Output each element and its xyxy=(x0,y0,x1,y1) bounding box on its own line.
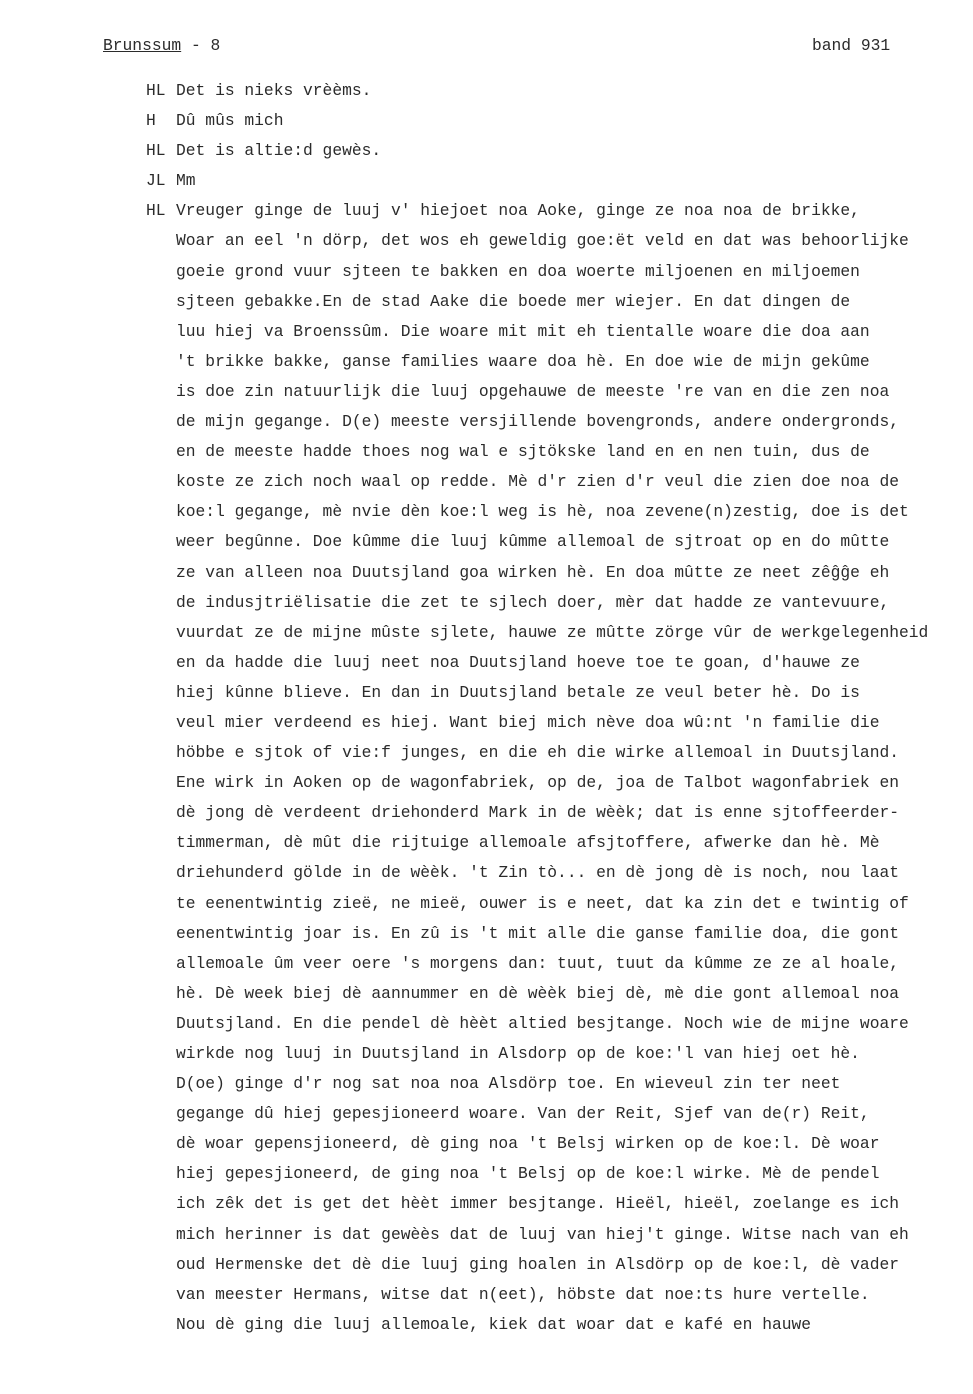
line-text: Ene wirk in Aoken op de wagonfabriek, op de, joa de Talbot wagonfabriek en xyxy=(176,773,900,793)
header-band-number: band 931 xyxy=(812,36,891,55)
transcript-line xyxy=(0,678,973,708)
line-text: van meester Hermans, witse dat n(eet), höbste dat noe:ts hure vertelle. xyxy=(176,1284,870,1304)
transcript-line xyxy=(0,1310,973,1340)
speaker-label: H xyxy=(146,111,156,131)
line-text: hè. Dè week biej dè aannummer en dè wèèk biej dè, mè die gont allemoal noa xyxy=(176,983,900,1003)
transcript-line xyxy=(0,919,973,949)
transcript-line xyxy=(0,136,973,166)
transcript-line xyxy=(0,467,973,497)
transcript-line xyxy=(0,226,973,256)
line-text: mich herinner is dat gewèès dat de luuj van hiej't ginge. Witse nach van eh xyxy=(176,1224,909,1244)
line-text: te eenentwintig zieë, ne mieë, ouwer is e neet, dat ka zin det e twintig of xyxy=(176,893,909,913)
line-text: luu hiej va Broenssûm. Die woare mit mit eh tientalle woare die doa aan xyxy=(176,321,870,341)
line-text: höbbe e sjtok of vie:f junges, en die eh die wirke allemoal in Duutsjland. xyxy=(176,743,900,763)
transcript-line xyxy=(0,949,973,979)
transcript-line xyxy=(0,1220,973,1250)
line-text: Nou dè ging die luuj allemoale, kiek dat woar dat e kafé en hauwe xyxy=(176,1314,812,1334)
transcript-line xyxy=(0,497,973,527)
line-text: weer begûnne. Doe kûmme die luuj kûmme allemoal de sjtroat op en do mûtte xyxy=(176,532,890,552)
line-text: D(oe) ginge d'r nog sat noa noa Alsdörp toe. En wieveul zin ter neet xyxy=(176,1074,841,1094)
line-text: hiej kûnne blieve. En dan in Duutsjland betale ze veul beter hè. Do is xyxy=(176,682,860,702)
transcript-line xyxy=(0,588,973,618)
line-text: sjteen gebakke.En de stad Aake die boede mer wiejer. En dat dingen de xyxy=(176,291,851,311)
line-text: vuurdat ze de mijne mûste sjlete, hauwe ze mûtte zörge vûr de werkgelegenheid xyxy=(176,622,929,642)
line-text: en de meeste hadde thoes nog wal e sjtökske land en en nen tuin, dus de xyxy=(176,442,870,462)
line-text: Det is altie:d gewès. xyxy=(176,141,382,161)
transcript-line xyxy=(0,1159,973,1189)
line-text: hiej gepesjioneerd, de ging noa 't Belsj op de koe:l wirke. Mè de pendel xyxy=(176,1164,880,1184)
speaker-label: HL xyxy=(146,141,166,161)
line-text: ich zêk det is get det hèèt immer besjtange. Hieël, hieël, zoelange es ich xyxy=(176,1194,900,1214)
transcript-line xyxy=(0,889,973,919)
line-text: goeie grond vuur sjteen te bakken en doa woerte miljoenen en miljoemen xyxy=(176,261,860,281)
transcript-line xyxy=(0,1129,973,1159)
transcript-line xyxy=(0,1280,973,1310)
line-text: Vreuger ginge de luuj v' hiejoet noa Aoke, ginge ze noa noa de brikke, xyxy=(176,201,860,221)
transcript-line xyxy=(0,377,973,407)
transcript-line xyxy=(0,618,973,648)
line-text: gegange dû hiej gepesjioneerd woare. Van der Reit, Sjef van de(r) Reit, xyxy=(176,1104,870,1124)
line-text: Mm xyxy=(176,171,196,191)
line-text: allemoale ûm veer oere 's morgens dan: tuut, tuut da kûmme ze ze al hoale, xyxy=(176,953,900,973)
line-text: Duutsjland. En die pendel dè hèèt altied besjtange. Noch wie de mijne woare xyxy=(176,1013,909,1033)
line-text: driehunderd gölde in de wèèk. 't Zin tò... en dè jong dè is noch, nou laat xyxy=(176,863,900,883)
line-text: oud Hermenske det dè die luuj ging hoalen in Alsdörp op de koe:l, dè vader xyxy=(176,1254,900,1274)
transcript-line xyxy=(0,1099,973,1129)
transcript-line xyxy=(0,558,973,588)
line-text: eenentwintig joar is. En zû is 't mit alle die ganse familie doa, die gont xyxy=(176,923,900,943)
header-page-number: - 8 xyxy=(181,36,221,55)
transcript-line xyxy=(0,708,973,738)
line-text: koste ze zich noch waal op redde. Mè d'r zien d'r veul die zien doe noa de xyxy=(176,472,900,492)
line-text: Det is nieks vrèèms. xyxy=(176,81,372,100)
transcript-line xyxy=(0,828,973,858)
line-text: dè jong dè verdeent driehonderd Mark in de wèèk; dat is enne sjtoffeerder- xyxy=(176,803,900,823)
line-text: veul mier verdeend es hiej. Want biej mich nève doa wû:nt 'n familie die xyxy=(176,712,880,732)
transcript-line xyxy=(0,1069,973,1099)
line-text: de mijn gegange. D(e) meeste versjillende bovengronds, andere ondergronds, xyxy=(176,412,900,432)
transcript-line xyxy=(0,858,973,888)
transcript-line xyxy=(0,76,973,106)
line-text: ze van alleen noa Duutsjland goa wirken hè. En doa mûtte ze neet zêĝĝe eh xyxy=(176,562,890,582)
transcript-line xyxy=(0,738,973,768)
transcript-line xyxy=(0,798,973,828)
transcript-line xyxy=(0,1039,973,1069)
transcript-line xyxy=(0,196,973,226)
transcript-line xyxy=(0,347,973,377)
transcript-line xyxy=(0,1250,973,1280)
line-text: en da hadde die luuj neet noa Duutsjland hoeve toe te goan, d'hauwe ze xyxy=(176,652,860,672)
line-text: koe:l gegange, mè nvie dèn koe:l weg is hè, noa zevene(n)zestig, doe is det xyxy=(176,502,909,522)
line-text: 't brikke bakke, ganse families waare doa hè. En doe wie de mijn gekûme xyxy=(176,351,870,371)
transcript-line xyxy=(0,166,973,196)
transcript-line xyxy=(0,527,973,557)
speaker-label: HL xyxy=(146,201,166,221)
transcript-line xyxy=(0,287,973,317)
line-text: timmerman, dè mût die rijtuige allemoale afsjtoffere, afwerke dan hè. Mè xyxy=(176,833,880,853)
speaker-label: HL xyxy=(146,81,166,100)
transcript-line xyxy=(0,437,973,467)
transcript-line xyxy=(0,257,973,287)
page-header xyxy=(0,36,973,62)
line-text: Dû mûs mich xyxy=(176,111,284,131)
speaker-label: JL xyxy=(146,171,166,191)
transcript-line xyxy=(0,648,973,678)
line-text: is doe zin natuurlijk die luuj opgehauwe de meeste 're van en die zen noa xyxy=(176,381,890,401)
transcript-line xyxy=(0,768,973,798)
transcript-body xyxy=(0,76,973,1340)
line-text: dè woar gepensjioneerd, dè ging noa 't Belsj wirken op de koe:l. Dè woar xyxy=(176,1134,880,1154)
line-text: wirkde nog luuj in Duutsjland in Alsdorp op de koe:'l van hiej oet hè. xyxy=(176,1044,860,1063)
line-text: de indusjtriëlisatie die zet te sjlech doer, mèr dat hadde ze vantevuure, xyxy=(176,592,890,612)
transcript-line xyxy=(0,106,973,136)
transcript-line xyxy=(0,1009,973,1039)
header-location xyxy=(103,36,220,55)
transcript-line xyxy=(0,979,973,1009)
transcript-line xyxy=(0,407,973,437)
line-text: Woar an eel 'n dörp, det wos eh geweldig goe:ët veld en dat was behoorlijke xyxy=(176,231,909,251)
transcript-line xyxy=(0,317,973,347)
header-place: Brunssum xyxy=(103,36,182,55)
transcript-line xyxy=(0,1189,973,1219)
